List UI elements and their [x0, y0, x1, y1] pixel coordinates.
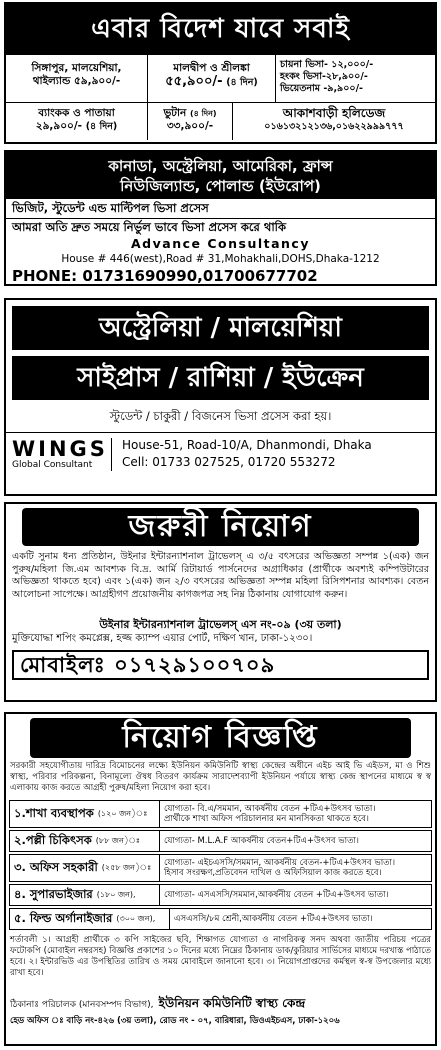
- tours-row-1: [6, 54, 435, 102]
- job-title: ১.শাখা ব্যবস্থাপক (১২০ জন)ঃ: [10, 801, 160, 827]
- visa-types: ভিজিট, স্টুডেন্ট এন্ড মাল্টিপল ভিসা প্রসেস: [6, 199, 435, 219]
- akashbari-holidays: আকাশবাড়ী হলিডেজ ০১৬১৩২১২১৩৬,০১৬২২৯৯৯৭৭৭: [264, 106, 404, 132]
- wings-contact: House-51, Road-10/A, Dhanmondi, Dhaka Cell: 01733 027525, 01720 553272: [122, 438, 372, 469]
- job-field-organizer: [9, 908, 432, 930]
- wings-countries-2: সাইপ্রাস / রাশিয়া / ইউক্রেন: [12, 356, 429, 400]
- job-title: ৩. অফিস সহকারী (২৫৮ জন)ঃ: [10, 855, 160, 881]
- promise-text: আমরা অতি দ্রুত সময়ে নির্ভুল ভাবে ভিসা প্রসেস করে থাকি: [12, 220, 287, 234]
- ad-foreign-tours: [4, 2, 437, 144]
- ad-job-circular: [4, 712, 437, 1046]
- head-office: হেড অফিস ঃ বাড়ি নং-৪২৬ (৩য় তলা), রোড নং - ০৭, বারিধারা, ডিওএইচএস, ঢাকা-১২০৬: [10, 1016, 340, 1026]
- job-branch-manager: [9, 800, 432, 828]
- job-desc: যোগ্যতা- এসএসসি/সমমান,আকর্ষনীয় বেতন +টিএ+উৎসব ভাতা।: [164, 890, 389, 900]
- circular-headline: নিয়োগ বিজ্ঞপ্তি: [30, 718, 411, 758]
- tour-bangkok: ব্যাংকক ও পাতায়া ২৯,৯০০/- (৪ দিন): [6, 103, 148, 140]
- circular-intro: সরকারী সহযোগীতায় দারিদ্র বিমোচনের লক্ষ্যে ইউনিয়ন কমিউনিটি স্বাস্থ্য কেন্দ্রের অধীনে এইচ আই ভি এইডস, মা ও শিশু স্বাস্থ্য, পরিবার পরিকল্পনা, বিনামূল্যে ঔষধ বিতরণ কার্যক্রম সারাদেশব্যাপী ইউনিয়ন পর্যায়ে স্বাস্থ্য কেন্দ্র স্থাপনের মাধ্যমে স্ব স্ব এলাকায় কাজ করতে আগ্রহী পুরুষ/মহিলা নিয়োগ করা হবে।: [10, 761, 431, 793]
- job-desc: যোগ্যতা- এইচএসসি/সমমান, আকর্ষনীয় বেতন-+টিএ+উৎসব ভাতা। হিসাব সংরক্ষণ,প্রতিবেদন দাখিল ও অফিসিয়াল কাজ করতে হবে।: [164, 858, 396, 878]
- job-desc: এসএসসি/৮ম শ্রেনী,আকর্ষনীয় বেতন +টিএ+উৎসব ভাতা।: [174, 914, 373, 924]
- ad-wings-consultant: [4, 298, 437, 496]
- wings-logo: WINGS Global Consultant: [12, 438, 112, 471]
- wings-services: স্টুডেন্ট / চাকুরী / বিজনেস ভিসা প্রসেস করা হয়।: [109, 409, 332, 423]
- tour-bhutan: ভুটান (৪ দিন) ৩৩,৯০০/-: [148, 103, 233, 140]
- job-supervisor: [9, 884, 432, 906]
- urgent-mobile: মোবাইলঃ ০১৭২৯১০০৭০৯: [12, 650, 429, 680]
- company-phone: PHONE: 01731690990,01700677702: [12, 267, 318, 285]
- job-title: ২.পল্লী চিকিৎসক (৮৮ জন)ঃ: [10, 831, 160, 851]
- wings-footer: [6, 432, 435, 475]
- circular-address-line: [6, 992, 435, 1015]
- visa-prices: চায়না ভিসা- ১২,০০০/- হংকং ভিসা-২৮,৯০০/- ভিয়েতনাম -৯,৯০০/-: [280, 59, 374, 94]
- job-rural-doctor: [9, 830, 432, 852]
- company-name: Advance Consultancy: [131, 236, 310, 251]
- urgent-body: একটি সুনাম ধন্য প্রতিষ্ঠান, উইনার ইন্টারন্যাশনাল ট্রাভেলস্ এ ৩/৫ বৎসরের অভিজ্ঞতা সম্পন্ন ১(এক) জন পুরুষ/মহিলা জি.এম আবশ্যক বি.দ্র. আর্মি রিটায়ার্ড পার্সনেদের অগ্রাধিকার (প্রার্থীকে অবশ্যই কম্পিউটারের অভিজ্ঞতা থাকতে হবে) এবং ১(এক) জন ২/৩ বৎসরের অভিজ্ঞতা সম্পন্ন মহিলা রিসিপশনার আবশ্যক। বেতন আলোচনা সাপেক্ষে। আগ্রহীগণ প্রয়োজনীয় কাগজপত্র সহ নিম্ন ঠিকানায় যোগাযোগ করুন।: [12, 551, 429, 600]
- org-name: ইউনিয়ন কমিউনিটি স্বাস্থ্য কেন্দ্র: [158, 996, 306, 1010]
- urgent-company: উইনার ইন্টারন্যাশনাল ট্রাভেলস্ এস নং-০৯ (৩য় তলা): [99, 618, 342, 631]
- job-desc: যোগ্যতা- M.L.A.F আকর্ষনীয় বেতন+টিএ+উৎসব ভাতা।: [164, 836, 359, 846]
- job-desc: যোগ্যতা- বি.এ/সমমান, আকর্ষনীয় বেতন +টিএ+উৎসব ভাতা। প্রার্থীকে শাখা অফিস পরিচালনার মন মানসিকতা থাকতে হবে।: [164, 804, 376, 824]
- wings-countries-1: অস্ট্রেলিয়া / মালয়েশিয়া: [12, 306, 429, 350]
- job-title: ৪. সুপারভাইজার (১৮০ জন),: [10, 885, 160, 905]
- urgent-headline: জরুরী নিয়োগ: [22, 508, 419, 546]
- company-address: House # 446(west),Road # 31,Mohakhali,DOHS,Dhaka-1212: [61, 253, 380, 265]
- job-office-assistant: [9, 854, 432, 882]
- tours-headline: এবার বিদেশ যাবে সবাই: [6, 4, 435, 54]
- tours-row-2: [6, 102, 435, 140]
- urgent-address: মুক্তিযোদ্ধা শপিং কমপ্লেক্স, হজ্জ ক্যাম্প এয়ার পোর্ট, দক্ষিণ খান, ঢাকা-১২৩০।: [12, 633, 313, 644]
- tour-maldives: মালদ্বীপ ও শ্রীলঙ্কা ৫৫,৯০০/- (৪ দিন): [148, 55, 276, 102]
- job-title: ৫. ফিল্ড অর্গানাইজার (৩০০ জন),: [10, 909, 170, 929]
- ad-advance-consultancy: [4, 150, 437, 286]
- address-label: ঠিকানাঃ পরিচালক (মানবসম্পদ বিভাগ),: [10, 1000, 154, 1010]
- tour-southeast-asia: সিঙ্গাপুর, মালয়েশিয়া, থাইল্যান্ড ৫৯,৯০০/-: [6, 55, 148, 102]
- circular-conditions: শর্তাবলী ১। আগ্রহী প্রার্থীকে ৩ কপি সাইজের ছবি, শিক্ষাগত যোগ্যতা ও নাগরিকত্ব সনদ অথবা জাতীয় পরিচয় পত্রের ফটোকপি (মোবাইল নম্বরসহ) বিজ্ঞপ্তি প্রকাশের ১০ দিনের মধ্যে নিম্নের ঠিকানায় ডাক/কুরিয়ার সার্ভিসের মাধ্যমে দরখাস্ত পাঠাতে হবে। ২। ইন্টারভিউ এর উপস্থিতির তারিখ ও সময় মোবাইলে জানানো হবে। ৩। নিয়োগপ্রাপ্তদের কর্মস্থল স্ব-স্ব উপজেলার মধ্যে রাখা হবে।: [10, 935, 431, 978]
- countries-banner: কানাডা, অস্ট্রেলিয়া, আমেরিকা, ফ্রান্স নিউজিল্যান্ড, পোলান্ড (ইউরোপ): [6, 152, 435, 199]
- ad-urgent-recruitment: [4, 502, 437, 702]
